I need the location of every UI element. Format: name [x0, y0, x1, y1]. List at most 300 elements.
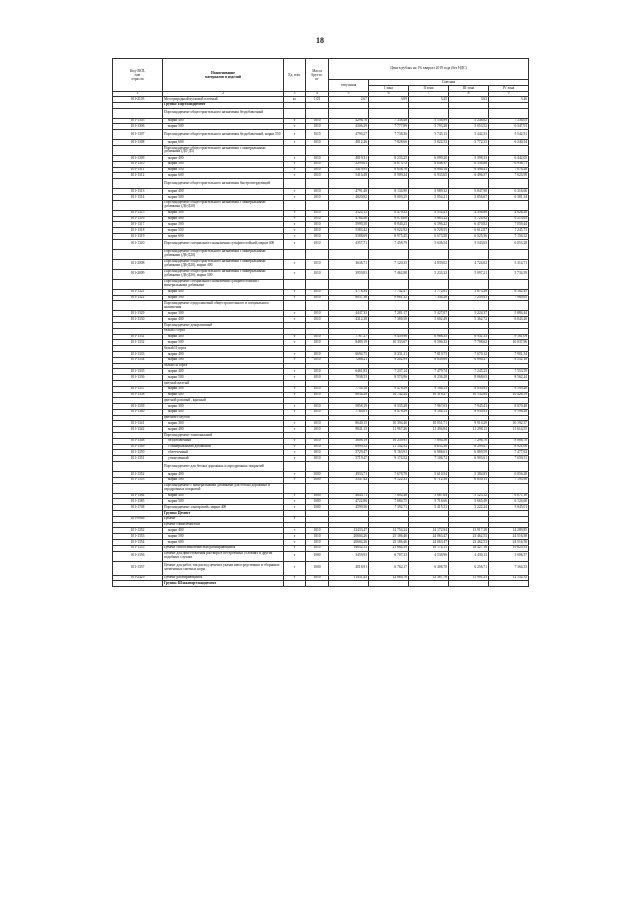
row-unit: т: [284, 392, 306, 398]
row-price-otpusk: 3959,83: [329, 269, 369, 279]
row-unit: т: [284, 375, 306, 381]
row-code: 101-1312: [113, 173, 163, 179]
row-name: марки 600: [163, 173, 284, 179]
row-unit: т: [284, 427, 306, 433]
row-price-zone-2: 8 839,69: [409, 357, 449, 363]
row-code: 101-1314: [113, 194, 163, 200]
row-code: [113, 483, 163, 493]
row-unit: т: [284, 289, 306, 295]
row-price-zone-3: [449, 200, 489, 210]
row-price-zone-4: 6 043,28: [489, 317, 529, 323]
row-mass: 1010: [306, 124, 329, 130]
row-name: марки 500: [163, 222, 284, 228]
row-price-zone-3: 6 612,87: [449, 228, 489, 234]
row-code: 101-1308: [113, 140, 163, 146]
row-code: 101-1349: [113, 444, 163, 450]
row-mass: 1000: [306, 499, 329, 505]
row-code: [113, 301, 163, 311]
row-price-zone-2: 7 106,72: [409, 456, 449, 462]
row-price-otpusk: 5383,42: [329, 228, 369, 234]
row-price-zone-4: 8 562,24: [489, 375, 529, 381]
row-price-zone-4: 12 152,33: [489, 575, 529, 581]
row-name: марки 400: [163, 493, 284, 499]
row-code: [113, 279, 163, 289]
header-smetnaya: Сметная: [369, 80, 529, 86]
row-price-zone-4: 9 161,09: [489, 334, 529, 340]
row-price-zone-1: 8 840,23: [369, 222, 409, 228]
row-mass: [306, 301, 329, 311]
row-code: 101-1322: [113, 295, 163, 301]
row-code: 101-1384: [113, 493, 163, 499]
row-price-zone-1: 8 134,90: [369, 189, 409, 195]
row-code: 101-1306: [113, 124, 163, 130]
row-price-zone-3: [449, 462, 489, 472]
row-price-zone-1: 7 237,14: [369, 369, 409, 375]
row-name: марки 500: [163, 477, 284, 483]
row-code: 101-1336: [113, 375, 163, 381]
row-price-zone-2: 5 636,54: [409, 239, 449, 249]
row-mass: 1010: [306, 173, 329, 179]
row-price-zone-1: 8 909,24: [369, 173, 409, 179]
row-price-zone-1: 8 331,11: [369, 351, 409, 357]
row-price-otpusk: 8834,28: [329, 392, 369, 398]
row-unit: т: [284, 409, 306, 415]
row-mass: [306, 200, 329, 210]
row-name: Мел природный кусковой плотный: [163, 97, 284, 103]
row-price-zone-2: 7 479,74: [409, 369, 449, 375]
row-code: 101-1317: [113, 222, 163, 228]
row-code: 101-1341: [113, 421, 163, 427]
row-name: цветной голубой: [163, 415, 284, 421]
row-code: 101-2103: [113, 97, 163, 103]
row-unit: [284, 200, 306, 210]
row-code: 101-1748: [113, 505, 163, 511]
table-row: [113, 130, 529, 140]
row-price-zone-3: 8 930,93: [449, 409, 489, 415]
header-zone-3: III зона: [449, 86, 489, 92]
row-name: марки 300: [163, 421, 284, 427]
row-price-zone-2: [409, 279, 449, 289]
row-unit: т: [284, 334, 306, 340]
row-mass: 1010: [306, 534, 329, 540]
row-price-zone-4: 6 381,34: [489, 194, 529, 200]
row-price-zone-2: 3,45: [409, 97, 449, 103]
row-unit: т: [284, 456, 306, 462]
row-price-otpusk: 5729,47: [329, 450, 369, 456]
row-price-zone-3: [449, 483, 489, 493]
row-mass: 1000: [306, 477, 329, 483]
row-price-zone-1: [369, 200, 409, 210]
row-mass: 1010: [306, 222, 329, 228]
row-price-zone-3: 5 673,26: [449, 289, 489, 295]
row-price-zone-2: 5 772,61: [409, 289, 449, 295]
row-mass: 1010: [306, 167, 329, 173]
row-price-zone-2: 9 104,13: [409, 409, 449, 415]
row-mass: 1010: [306, 357, 329, 363]
row-price-zone-2: [409, 145, 449, 155]
row-price-zone-1: 25 186,46: [369, 540, 409, 546]
row-code: 101-1351: [113, 456, 163, 462]
row-name: марки 400: [163, 472, 284, 478]
row-price-zone-3: 10 132,84: [449, 392, 489, 398]
row-price-zone-2: [409, 249, 449, 259]
row-mass: 1010: [306, 130, 329, 140]
row-price-otpusk: 4778,34: [329, 289, 369, 295]
row-price-zone-4: 24 516,58: [489, 534, 529, 540]
row-price-zone-1: 9 478,29: [369, 409, 409, 415]
row-price-zone-3: 5 097,21: [449, 269, 489, 279]
row-price-zone-2: 6 804,18: [409, 167, 449, 173]
row-code: 101-1319: [113, 233, 163, 239]
row-code: [113, 581, 163, 587]
row-price-otpusk: 4296,76: [329, 118, 369, 124]
row-price-otpusk: 7754,16: [329, 386, 369, 392]
row-price-otpusk: 4790,27: [329, 130, 369, 140]
row-price-otpusk: [329, 200, 369, 210]
row-price-zone-3: 23 462,53: [449, 540, 489, 546]
row-code: 101-1342: [113, 427, 163, 433]
row-mass: 1010: [306, 351, 329, 357]
row-name: марки 500: [163, 357, 284, 363]
column-number: 6: [369, 92, 409, 97]
row-price-otpusk: 7764,61: [329, 409, 369, 415]
row-name: марки 400: [163, 334, 284, 340]
row-unit: [284, 483, 306, 493]
row-unit: т: [284, 534, 306, 540]
row-price-zone-2: 5 415,53: [409, 505, 449, 511]
row-price-zone-2: 5 716,66: [409, 499, 449, 505]
row-price-zone-4: 5 734,59: [489, 269, 529, 279]
row-price-zone-3: 23 462,53: [449, 534, 489, 540]
row-price-zone-4: 7 156,52: [489, 233, 529, 239]
row-price-zone-1: 11 342,92: [369, 444, 409, 450]
row-code: 101-1353: [113, 534, 163, 540]
table-row: [113, 239, 529, 249]
row-price-zone-4: 5 884,44: [489, 311, 529, 317]
row-price-zone-3: 8 930,93: [449, 386, 489, 392]
row-code: 101-1305: [113, 118, 163, 124]
row-name: Портландцемент специального назначения сульфатостойкий, марки 400: [163, 239, 284, 249]
row-unit: т: [284, 421, 306, 427]
row-price-zone-3: 9 910,29: [449, 421, 489, 427]
row-price-zone-3: 5 543,63: [449, 239, 489, 249]
row-price-zone-1: 7 738,36: [369, 130, 409, 140]
row-price-zone-2: 5 954,21: [409, 194, 449, 200]
table-row: [113, 301, 529, 311]
row-price-zone-3: 5 772,33: [449, 140, 489, 146]
row-unit: [284, 462, 306, 472]
row-mass: 1010: [306, 239, 329, 249]
row-price-zone-2: 7 967,03: [409, 404, 449, 410]
row-price-zone-2: 14 172,94: [409, 528, 449, 534]
row-mass: 1010: [306, 259, 329, 269]
row-price-otpusk: 4784,48: [329, 216, 369, 222]
row-price-zone-2: 4 839,02: [409, 259, 449, 269]
row-unit: т: [284, 499, 306, 505]
row-price-zone-3: 5 665,49: [449, 499, 489, 505]
row-mass: 1010: [306, 575, 329, 581]
table-row: [113, 259, 529, 269]
row-price-zone-4: [489, 483, 529, 493]
table-row: [113, 179, 529, 189]
row-unit: [284, 301, 306, 311]
row-price-otpusk: [329, 145, 369, 155]
row-name: Портландцемент пуццолановый общестроительного и специального назначения: [163, 301, 284, 311]
row-name: марки 550: [163, 228, 284, 234]
row-price-zone-2: [409, 462, 449, 472]
row-name: Группа: Цемент: [163, 511, 284, 517]
row-code: 101-1353: [113, 477, 163, 483]
row-name: Портландцемент общестроительного назначения с минеральными добавками (Д6-Д20): [163, 249, 284, 259]
row-price-zone-2: 24 063,47: [409, 534, 449, 540]
row-price-zone-3: [449, 581, 489, 587]
row-mass: 1010: [306, 386, 329, 392]
row-price-zone-3: 7 296,70: [449, 438, 489, 444]
row-mass: 1010: [306, 161, 329, 167]
row-price-zone-2: 4 538,96: [409, 551, 449, 561]
row-mass: [306, 462, 329, 472]
row-price-otpusk: [329, 249, 369, 259]
row-price-otpusk: 5299,61: [329, 161, 369, 167]
row-price-otpusk: 8489,19: [329, 340, 369, 346]
row-mass: 1010: [306, 528, 329, 534]
row-price-zone-4: 6 056,28: [489, 472, 529, 478]
row-price-otpusk: 8640,15: [329, 421, 369, 427]
row-price-zone-1: 7 462,88: [369, 269, 409, 279]
row-code: [113, 462, 163, 472]
row-code: 101-1307: [113, 130, 163, 140]
row-price-otpusk: [329, 179, 369, 189]
row-price-otpusk: 5419,93: [329, 167, 369, 173]
row-mass: [306, 483, 329, 493]
row-price-otpusk: 3608,19: [329, 438, 369, 444]
row-price-zone-3: 8 299,47: [449, 444, 489, 450]
column-number: 3: [284, 92, 306, 97]
row-price-zone-1: 9 881,32: [369, 295, 409, 301]
row-price-zone-4: 7 074,28: [489, 167, 529, 173]
row-price-otpusk: 7767,27: [329, 334, 369, 340]
row-price-otpusk: 4643,71: [329, 493, 369, 499]
row-name: марки 400: [163, 369, 284, 375]
row-price-zone-2: 6 933,65: [409, 173, 449, 179]
row-price-zone-2: 4 552,41: [409, 210, 449, 216]
row-price-zone-3: 6 496,57: [449, 173, 489, 179]
row-price-otpusk: [329, 483, 369, 493]
row-price-otpusk: 4791,40: [329, 189, 369, 195]
row-name: марки 550: [163, 167, 284, 173]
row-price-zone-4: 7 960,65: [489, 295, 529, 301]
row-code: 101-2009: [113, 269, 163, 279]
row-mass: 1010: [306, 375, 329, 381]
row-price-zone-3: [449, 108, 489, 118]
row-price-otpusk: 4933,71: [329, 472, 369, 478]
row-mass: 1010: [306, 155, 329, 161]
row-unit: [284, 581, 306, 587]
row-unit: т: [284, 528, 306, 534]
table-header: [113, 59, 529, 97]
row-code: 101-1339: [113, 404, 163, 410]
row-unit: т: [284, 259, 306, 269]
row-code: 101-1340: [113, 409, 163, 415]
row-price-zone-2: 5 136,99: [409, 118, 449, 124]
row-name: Портландцемент с минеральными добавками для бетона дорожных и аэродромных покрытий: [163, 483, 284, 493]
row-name: марки 600: [163, 233, 284, 239]
row-price-zone-1: 8 003,25: [369, 194, 409, 200]
row-price-zone-1: 8 658,78: [369, 167, 409, 173]
row-price-zone-2: 9 104,13: [409, 386, 449, 392]
row-price-otpusk: 5999,30: [329, 222, 369, 228]
row-price-zone-2: 11 494,84: [409, 427, 449, 433]
row-mass: [306, 179, 329, 189]
row-price-zone-3: 18 427,16: [449, 545, 489, 551]
row-price-zone-4: 8 552,16: [489, 357, 529, 363]
row-unit: т: [284, 516, 306, 522]
row-name: Цемент гипсоглиноземистый расширяющийся: [163, 545, 284, 551]
row-unit: т: [284, 210, 306, 216]
row-price-zone-3: 5 053,52: [449, 124, 489, 130]
row-name: марки 400: [163, 189, 284, 195]
row-price-otpusk: 5858,19: [329, 404, 369, 410]
row-unit: т: [284, 140, 306, 146]
row-price-otpusk: 16652,53: [329, 545, 369, 551]
row-price-zone-1: 25 186,46: [369, 534, 409, 540]
row-price-otpusk: 3636,71: [329, 259, 369, 269]
row-price-zone-4: 7 659,51: [489, 456, 529, 462]
row-mass: 1010: [306, 194, 329, 200]
row-price-zone-3: 7 245,23: [449, 369, 489, 375]
row-price-zone-1: 9 439,96: [369, 334, 409, 340]
row-mass: 1010: [306, 404, 329, 410]
row-name: утяжеленный: [163, 456, 284, 462]
row-price-zone-3: 5 442,53: [449, 130, 489, 140]
row-name: цветной розовый , красный: [163, 398, 284, 404]
row-mass: 1010: [306, 456, 329, 462]
row-code: 101-1355: [113, 545, 163, 551]
price-table: [112, 58, 529, 587]
row-unit: т: [284, 493, 306, 499]
row-name: Портландцемент общестроительного назначения бездобавочный: [163, 108, 284, 118]
row-mass: 1010: [306, 289, 329, 295]
row-price-zone-2: 16 174,15: [409, 545, 449, 551]
row-unit: т: [284, 155, 306, 161]
row-price-zone-1: 8 335,28: [369, 404, 409, 410]
row-unit: [284, 279, 306, 289]
row-name: марки 600: [163, 140, 284, 146]
table-body: [113, 97, 529, 587]
row-mass: [306, 249, 329, 259]
table-row: [113, 462, 529, 472]
row-code: 101-1350: [113, 450, 163, 456]
row-name: Портландцемент общестроительного назначения быстротвердеющий: [163, 179, 284, 189]
row-price-zone-3: 6 869,59: [449, 450, 489, 456]
row-mass: 1010: [306, 427, 329, 433]
row-name: марки 500: [163, 124, 284, 130]
row-price-zone-4: 5 006,57: [489, 551, 529, 561]
row-price-zone-1: [369, 249, 409, 259]
row-name: марки 500: [163, 375, 284, 381]
row-price-otpusk: 4018,91: [329, 561, 369, 575]
row-mass: 1010: [306, 392, 329, 398]
row-price-zone-4: [489, 200, 529, 210]
row-unit: т: [284, 357, 306, 363]
row-code: 101-2429: [113, 575, 163, 581]
row-name: марки 300: [163, 311, 284, 317]
row-price-zone-1: 11 967,26: [369, 427, 409, 433]
row-price-zone-1: 8 975,45: [369, 233, 409, 239]
header-zone-4: IV зона: [489, 86, 529, 92]
row-price-otpusk: [329, 108, 369, 118]
row-price-zone-2: [409, 179, 449, 189]
row-price-zone-4: 6 936,71: [489, 161, 529, 167]
row-price-zone-2: 5 822,53: [409, 140, 449, 146]
row-name: Портландцемент специального назначения сульфатостойкий с минеральными добавками: [163, 279, 284, 289]
row-mass: 1010: [306, 450, 329, 456]
header-unit: Ед. изм.: [284, 59, 306, 92]
row-price-zone-2: 5 610,54: [409, 472, 449, 478]
row-code: 101-1329: [113, 311, 163, 317]
row-price-zone-2: 5 745,13: [409, 130, 449, 140]
row-unit: кг: [284, 97, 306, 103]
row-price-zone-1: 9 122,33: [369, 477, 409, 483]
row-price-zone-4: 8 070,48: [489, 404, 529, 410]
row-code: 101-1330: [113, 317, 163, 323]
row-name: Цемент глиноземистый: [163, 522, 284, 528]
row-price-zone-3: 5 847,90: [449, 189, 489, 195]
row-price-zone-1: 7 678,78: [369, 472, 409, 478]
row-price-otpusk: 3459,93: [329, 551, 369, 561]
row-price-zone-4: 7 901,34: [489, 351, 529, 357]
row-price-zone-4: 6 182,45: [489, 289, 529, 295]
row-price-zone-3: 13 917,10: [449, 528, 489, 534]
row-price-zone-2: 9 506,32: [409, 340, 449, 346]
row-mass: 1010: [306, 216, 329, 222]
row-price-zone-4: 14 289,85: [489, 528, 529, 534]
row-name: Портландцемент «ангарский» марки 400: [163, 505, 284, 511]
header-zone-1: I зона: [369, 86, 409, 92]
row-price-otpusk: 4820,82: [329, 194, 369, 200]
table-row: [113, 483, 529, 493]
row-unit: т: [284, 311, 306, 317]
row-price-zone-4: 9 199,26: [489, 386, 529, 392]
row-price-zone-1: [369, 483, 409, 493]
row-price-zone-3: 5 362,72: [449, 317, 489, 323]
row-name: марки 300: [163, 210, 284, 216]
row-price-zone-1: 6 762,17: [369, 561, 409, 575]
row-mass: 1010: [306, 118, 329, 124]
row-price-zone-1: 8 673,72: [369, 161, 409, 167]
row-name: марки 500: [163, 340, 284, 346]
row-code: [113, 108, 163, 118]
row-price-zone-2: 6 728,55: [409, 228, 449, 234]
row-mass: 1010: [306, 269, 329, 279]
row-price-zone-4: 11 614,55: [489, 427, 529, 433]
row-price-zone-1: [369, 462, 409, 472]
row-price-zone-4: 24 516,58: [489, 540, 529, 546]
row-price-zone-3: 5 724,92: [449, 216, 489, 222]
row-code: 101-1311: [113, 167, 163, 173]
row-price-otpusk: 12433,47: [329, 528, 369, 534]
row-name: бездобавочный: [163, 438, 284, 444]
table-row: [113, 561, 529, 575]
row-price-otpusk: [329, 301, 369, 311]
row-code: 101-1333: [113, 351, 163, 357]
row-price-zone-4: 6 316,66: [489, 189, 529, 195]
row-name: Цемент для приготовления раствора в построечных условиях и других подобных случаях: [163, 551, 284, 561]
row-unit: т: [284, 173, 306, 179]
row-price-zone-3: 4 724,02: [449, 259, 489, 269]
row-mass: 1010: [306, 438, 329, 444]
row-name: Цемент расширяющийся: [163, 575, 284, 581]
